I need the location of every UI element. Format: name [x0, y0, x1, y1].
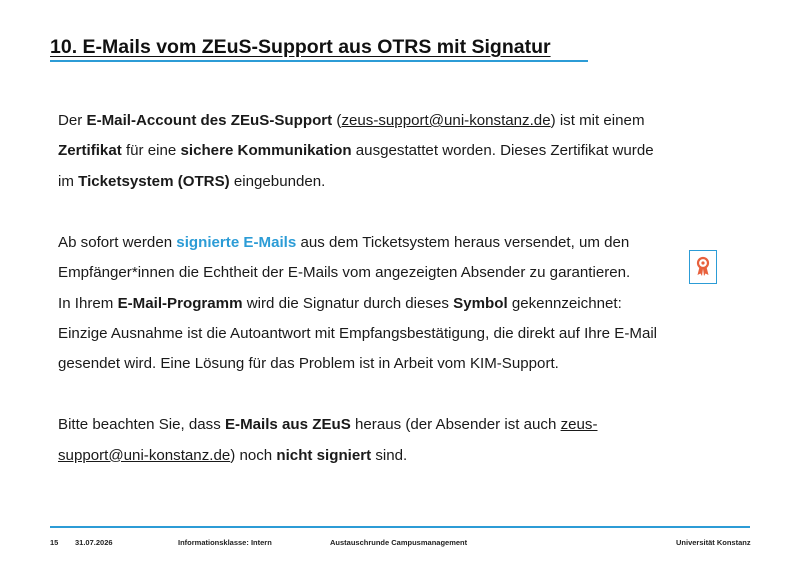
- body-line: Bitte beachten Sie, dass E-Mails aus ZEuS heraus (der Absender ist auch zeus-: [58, 416, 598, 434]
- support-email-link[interactable]: zeus-: [560, 416, 598, 434]
- footer-university: Universität Konstanz: [676, 538, 751, 547]
- paragraph-gap: [58, 380, 748, 411]
- body-line: support@uni-konstanz.de) noch nicht signiert sind.: [58, 446, 408, 464]
- support-email-link[interactable]: zeus-support@uni-konstanz.de: [341, 112, 551, 129]
- body-line: In Ihrem E-Mail-Programm wird die Signatur durch dieses Symbol gekennzeichnet:: [58, 294, 622, 312]
- body-line: Einzige Ausnahme ist die Autoantwort mit Empfangsbestätigung, die direkt auf Ihre E-Mail: [58, 324, 658, 342]
- certificate-ribbon-icon: [689, 250, 717, 284]
- slide-body: [58, 106, 748, 471]
- body-line: Empfänger*innen die Echtheit der E-Mails vom angezeigten Absender zu garantieren.: [58, 264, 631, 282]
- body-line: gesendet wird. Eine Lösung für das Problem ist in Arbeit vom KIM-Support.: [58, 355, 559, 373]
- footer-rule: [50, 526, 750, 528]
- slide-title: 10. E-Mails vom ZEuS-Support aus OTRS mit Signatur: [50, 36, 551, 58]
- footer-page-number: 15: [50, 538, 59, 547]
- body-line: Zertifikat für eine sichere Kommunikation ausgestattet worden. Dieses Zertifikat wurde: [58, 142, 654, 160]
- body-line: Der E-Mail-Account des ZEuS-Support (zeus-support@uni-konstanz.de) ist mit einem: [58, 112, 645, 129]
- paragraph-gap: [58, 197, 748, 228]
- body-line: im Ticketsystem (OTRS) eingebunden.: [58, 172, 326, 190]
- support-email-link[interactable]: support@uni-konstanz.de: [58, 446, 231, 464]
- title-underline-rule: [50, 60, 588, 62]
- footer-classification: Informationsklasse: Intern: [178, 538, 272, 547]
- footer-event: Austauschrunde Campusmanagement: [330, 538, 468, 547]
- footer-date: 31.07.2026: [75, 538, 113, 547]
- body-line: Ab sofort werden signierte E-Mails aus dem Ticketsystem heraus versendet, um den: [58, 233, 630, 251]
